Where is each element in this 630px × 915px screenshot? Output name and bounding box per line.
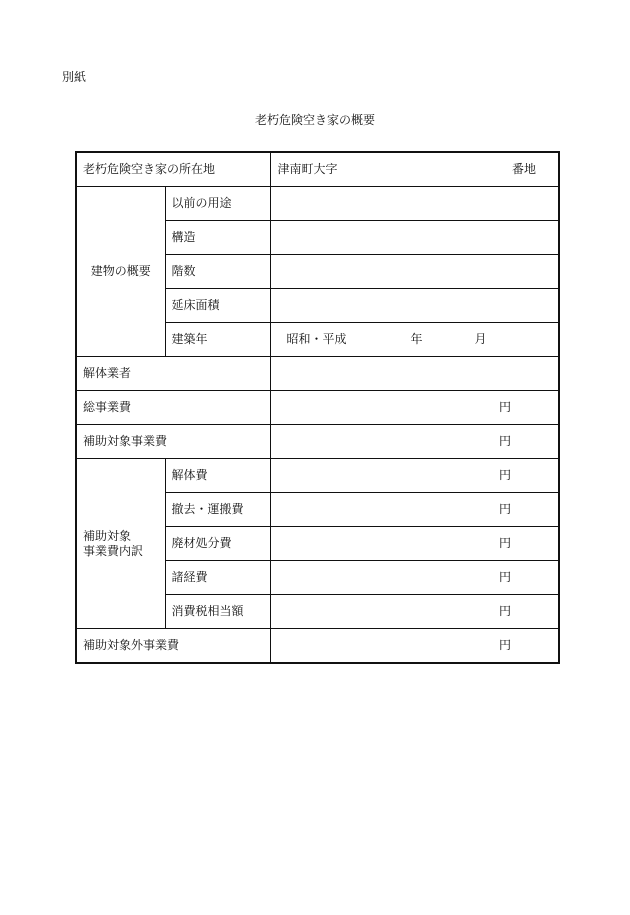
subsidy-cost-value-cell — [270, 425, 559, 459]
attachment-label: 別紙 — [62, 70, 87, 84]
document-title: 老朽危険空き家の概要 — [254, 113, 375, 127]
removal-transport-cost-unit: 円 — [499, 502, 512, 516]
total-cost-row — [76, 391, 559, 425]
waste-disposal-cost-unit: 円 — [499, 536, 512, 550]
demolition-cost-row — [76, 459, 559, 493]
location-prefix: 津南町大字 — [277, 162, 338, 176]
structure-label: 構造 — [165, 221, 270, 255]
location-value-cell — [270, 152, 559, 187]
subsidy-breakdown-label-line2: 事業費内訳 — [83, 543, 144, 558]
subsidy-cost-unit: 円 — [499, 434, 512, 448]
contractor-value — [270, 357, 559, 391]
subsidy-cost-row — [76, 425, 559, 459]
total-cost-unit: 円 — [499, 400, 512, 414]
location-suffix: 番地 — [512, 162, 537, 176]
contractor-row — [76, 357, 559, 391]
miscellaneous-expenses-label: 諸経費 — [165, 561, 270, 595]
floor-area-label: 延床面積 — [165, 289, 270, 323]
removal-transport-cost-value-cell — [270, 493, 559, 527]
contractor-label: 解体業者 — [76, 357, 270, 391]
subsidy-breakdown-label-line1: 補助対象 — [83, 528, 132, 543]
previous-use-value — [270, 187, 559, 221]
demolition-cost-value-cell — [270, 459, 559, 493]
consumption-tax-value-cell — [270, 595, 559, 629]
construction-year-value-cell — [270, 323, 559, 357]
non-subsidy-cost-row — [76, 629, 559, 664]
year-unit: 年 — [410, 332, 423, 346]
building-use-row — [76, 187, 559, 221]
building-overview-label: 建物の概要 — [76, 187, 165, 357]
month-unit: 月 — [474, 332, 487, 346]
total-cost-label: 総事業費 — [76, 391, 270, 425]
floors-label: 階数 — [165, 255, 270, 289]
consumption-tax-unit: 円 — [499, 604, 512, 618]
structure-value — [270, 221, 559, 255]
demolition-cost-label: 解体費 — [165, 459, 270, 493]
waste-disposal-cost-value-cell — [270, 527, 559, 561]
construction-year-label: 建築年 — [165, 323, 270, 357]
non-subsidy-cost-label: 補助対象外事業費 — [76, 629, 270, 664]
vacant-house-summary-table — [75, 151, 560, 664]
location-label: 老朽危険空き家の所在地 — [76, 152, 270, 187]
subsidy-breakdown-label — [76, 459, 165, 629]
removal-transport-cost-label: 撤去・運搬費 — [165, 493, 270, 527]
miscellaneous-expenses-value-cell — [270, 561, 559, 595]
waste-disposal-cost-label: 廃材処分費 — [165, 527, 270, 561]
location-row — [76, 152, 559, 187]
floors-value — [270, 255, 559, 289]
subsidy-cost-label: 補助対象事業費 — [76, 425, 270, 459]
non-subsidy-cost-value-cell — [270, 629, 559, 664]
floor-area-value — [270, 289, 559, 323]
era-text: 昭和・平成 — [286, 332, 347, 346]
miscellaneous-expenses-unit: 円 — [499, 570, 512, 584]
demolition-cost-unit: 円 — [499, 468, 512, 482]
total-cost-value-cell — [270, 391, 559, 425]
consumption-tax-label: 消費税相当額 — [165, 595, 270, 629]
previous-use-label: 以前の用途 — [165, 187, 270, 221]
non-subsidy-cost-unit: 円 — [499, 638, 512, 652]
